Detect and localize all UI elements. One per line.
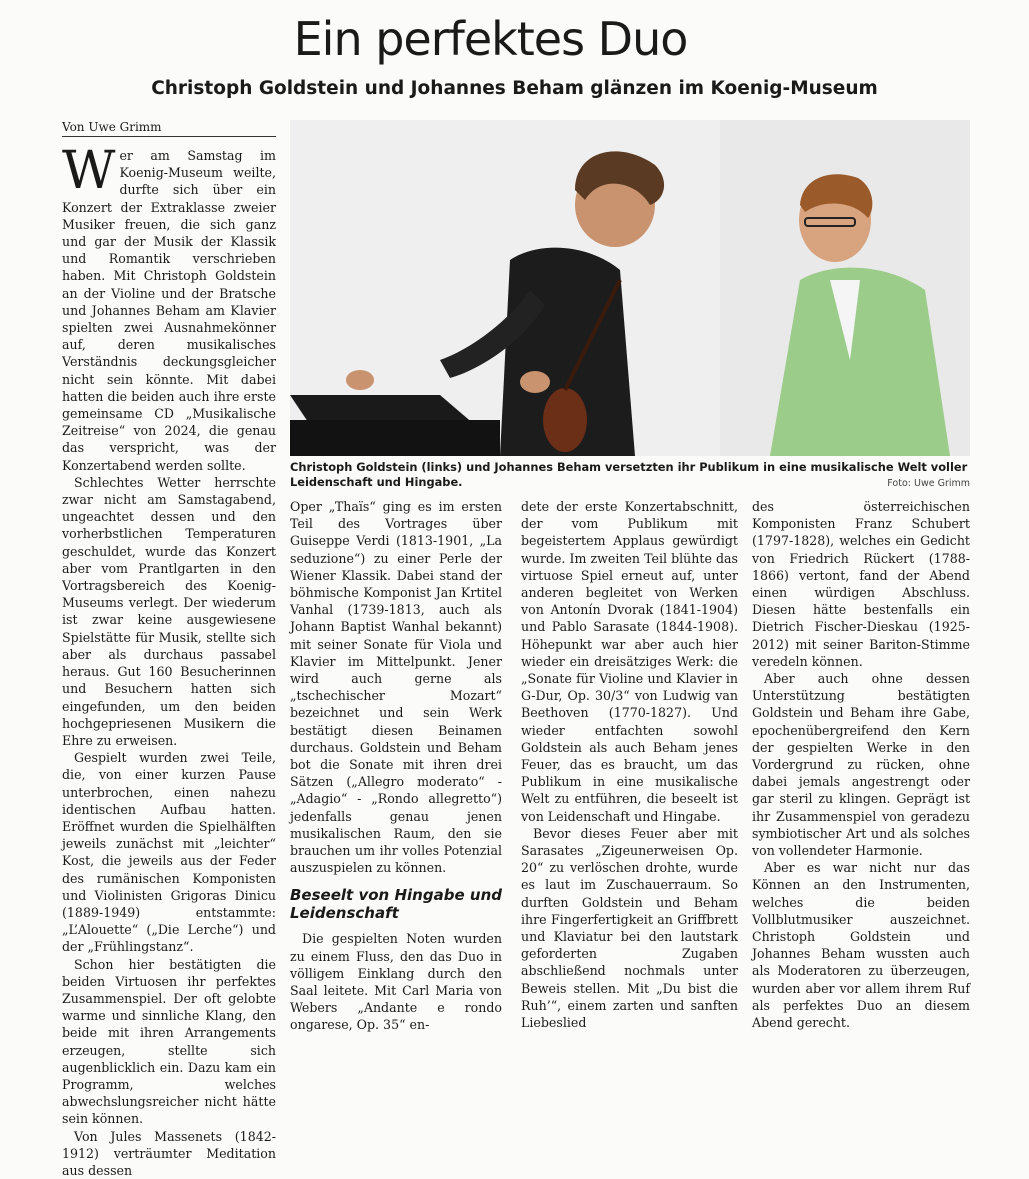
article-column-1 [62,141,276,1178]
crosshead: Beseelt von Hingabe und Leidenschaft [290,886,502,923]
concert-photo [290,120,970,456]
paragraph-intro-text: er am Samstag im Koenig-Museum weilte, durfte sich über ein Konzert der Extraklasse zweier Musiker freuen, die sich ganz und gar der Musik der Klassik und Romantik verschrieben haben. Mit Christoph Goldstein an der Violine und der Bratsche und Johannes Beham am Klavier spielten zwei Ausnahmekönner auf, deren musikalisches Verständnis deckungsgleicher nicht sein könnte. Mit dabei hatten die beiden auch ihre erste gemeinsame CD „Musikalische Zeitreise“ von 2024, die genau das verspricht, was der Konzertabend werden sollte. [62,148,276,473]
paragraph: Aber es war nicht nur das Können an den Instrumenten, welches die beiden Vollblutmusiker auszeichnet. Christoph Goldstein und Johannes Beham wussten auch als Moderatoren zu überzeugen, wurden aber vor allem ihrem Ruf als perfektes Duo an diesem Abend gerecht. [752,860,970,1031]
dropcap: W [62,141,116,201]
paragraph: Von Jules Massenets (1842-1912) verträumter Meditation aus dessen [62,1128,276,1178]
paragraph: Schlechtes Wetter herrschte zwar nicht am Samstagabend, ungeachtet dessen und den vorherbstlichen Temperaturen geschuldet, wurde das Konzert aber vom Prantlgarten in den Vortragsbereich des Koenig-Museums verlegt. Der wiederum ist zwar keine ausgewiesene Spielstätte für Musik, stellte sich aber als durchaus passabel heraus. Gut 160 Besucherinnen und Besuchern hatten sich eingefunden, um den beiden hochgepriesenen Musikern die Ehre zu erweisen. [62,474,276,748]
subheadline: Christoph Goldstein und Johannes Beham glänzen im Koenig-Museum [151,78,878,99]
paragraph-continued: Oper „Thaïs“ ging es im ersten Teil des Vortrages über Guiseppe Verdi (1813-1901, „La seduzione“) zu einer Perle der Wiener Klassik. Dabei stand der böhmische Komponist Jan Krtitel Vanhal (1739-1813, auch als Johann Baptist Wanhal bekannt) mit seiner Sonate für Viola und Klavier im Mittelpunkt. Jener wird auch gerne als „tschechischer Mozart“ bezeichnet und sein Werk bestätigt diesen Beinamen durchaus. Goldstein und Beham bot die Sonate mit ihren drei Sätzen („Allegro moderato“ - „Adagio“ - „Rondo allegretto“) jedenfalls genau jenen musikalischen Raum, den sie brauchen um ihr volles Potenzial auszuspielen zu können. [290,499,502,876]
paragraph: Schon hier bestätigten die beiden Virtuosen ihr perfektes Zusammenspiel. Der oft gelobte warme und sinnliche Klang, den beide mit ihren Arrangements erzeugen, stellte sich augenblicklich ein. Dazu kam ein Programm, welches abwechslungsreicher nicht hätte sein können. [62,956,276,1127]
byline: Von Uwe Grimm [62,120,276,137]
paragraph: Die gespielten Noten wurden zu einem Fluss, den das Duo in völligem Einklang durch den Saal leitete. Mit Carl Maria von Webers „Andante e rondo ongarese, Op. 35“ en- [290,931,502,1033]
paragraph-continued: dete der erste Konzertabschnitt, der vom Publikum mit begeistertem Applaus gewürdigt wurde. Im zweiten Teil blühte das virtuose Spiel erneut auf, unter anderen begleitet von Werken von Antonín Dvorak (1841-1904) und Pablo Sarasate (1844-1908). Höhepunkt war aber auch hier wieder ein dreisätziges Werk: die „Sonate für Violine und Klavier in G-Dur, Op. 30/3“ von Ludwig van Beethoven (1770-1827). Und wieder entfachten sowohl Goldstein als auch Beham jenes Feuer, das es braucht, um das Publikum in eine musikalische Welt zu entführen, die beseelt ist von Leidenschaft und Hingabe. [521,499,738,824]
paragraph-continued: des österreichischen Komponisten Franz Schubert (1797-1828), welches ein Gedicht von Friedrich Rückert (1788-1866) vertont, fand der Abend einen würdigen Abschluss. Diesen hätte bestenfalls ein Dietrich Fischer-Dieskau (1925-2012) mit seiner Bariton-Stimme veredeln können. [752,499,970,669]
photo-illustration [290,120,970,456]
paragraph-intro [62,141,276,474]
article-column-2 [290,498,502,1033]
photo-caption: Christoph Goldstein (links) und Johannes Beham versetzten ihr Publikum in eine musikalische Welt voller Leidenschaft und Hingabe. [290,460,968,489]
paragraph: Gespielt wurden zwei Teile, die, von einer kurzen Pause unterbrochen, einen nahezu identischen Aufbau hatten. Eröffnet wurden die Spielhälften jeweils zunächst mit „leichter“ Kost, die jeweils aus der Feder des rumänischen Komponisten und Violinisten Grigoras Dinicu (1889-1949) entstammte: „L’Alouette“ („Die Lerche“) und der „Frühlingstanz“. [62,750,276,955]
article-column-3 [521,498,738,1031]
article-column-4 [752,498,970,1031]
headline: Ein perfektes Duo [293,12,688,66]
photo-credit: Foto: Uwe Grimm [887,478,970,489]
paragraph: Bevor dieses Feuer aber mit Sarasates „Zigeunerweisen Op. 20“ zu verlöschen drohte, wurde es laut im Zuschauerraum. So durften Goldstein und Beham ihre Fingerfertigkeit an Griffbrett und Klaviatur bei den lautstark geforderten Zugaben abschließend nochmals unter Beweis stellen. Mit „Du bist die Ruh’“, einem zarten und sanften Liebeslied [521,825,738,1031]
paragraph: Aber auch ohne dessen Unterstützung bestätigten Goldstein und Beham ihre Gabe, epochenübergreifend den Kern der gespielten Werke in den Vordergrund zu rücken, ohne dabei jemals angestrengt oder gar steril zu klingen. Geprägt ist ihr Zusammenspiel von geradezu symbiotischer Art und als solches von vollendeter Harmonie. [752,671,970,859]
